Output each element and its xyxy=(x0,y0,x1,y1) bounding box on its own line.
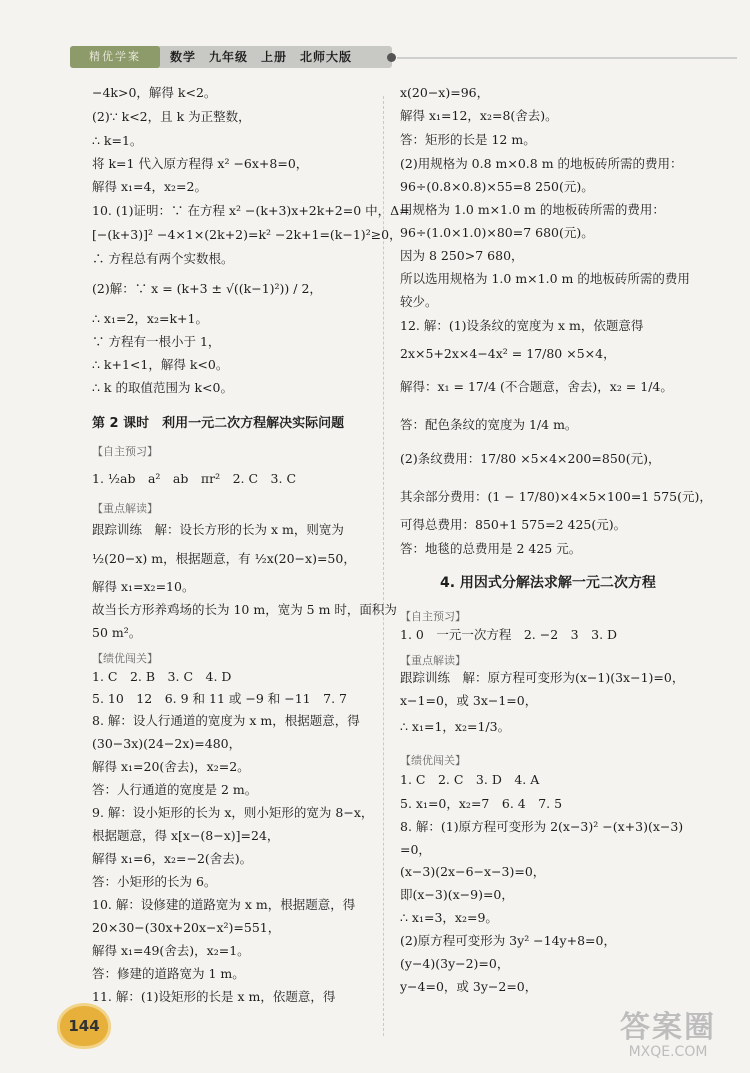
text-line: (2)解：∵ x = (k+3 ± √((k−1)²)) / 2， xyxy=(92,281,322,296)
text-line: 答：小矩形的长为 6。 xyxy=(92,874,217,889)
text-line: 所以选用规格为 1.0 m×1.0 m 的地板砖所需的费用 xyxy=(400,271,690,286)
key-points-label: 【重点解读】 xyxy=(400,654,466,667)
text-line: 答：配色条纹的宽度为 1/4 m。 xyxy=(400,417,578,432)
text-line: 根据题意，得 x[x−(8−x)]=24， xyxy=(92,828,280,843)
text-line: 20×30−(30x+20x−x²)=551， xyxy=(92,920,281,935)
text-line: ∴ x₁=2，x₂=k+1。 xyxy=(92,311,208,326)
pass-label: 【绩优闯关】 xyxy=(400,754,466,767)
text-line: ∵ 方程有一根小于 1， xyxy=(92,334,221,349)
text-line: (2)条纹费用：17/80 ×5×4×200=850(元)， xyxy=(400,451,661,466)
text-line: 其余部分费用：(1 − 17/80)×4×5×100=1 575(元)， xyxy=(400,489,712,504)
text-line: (2)原方程可变形为 3y² −14y+8=0， xyxy=(400,933,616,948)
text-line: 答：矩形的长是 12 m。 xyxy=(400,132,536,147)
text-line: ∴ k=1。 xyxy=(92,133,143,148)
text-line: 8. 解：(1)原方程可变形为 2(x−3)² −(x+3)(x−3) xyxy=(400,819,684,834)
lesson-title: 第 2 课时 利用一元二次方程解决实际问题 xyxy=(92,416,345,431)
text-line: (2)用规格为 0.8 m×0.8 m 的地板砖所需的费用： xyxy=(400,156,683,171)
text-line: ∴ x₁=1，x₂=1/3。 xyxy=(400,719,511,734)
text-line: 故当长方形养鸡场的长为 10 m，宽为 5 m 时，面积为 xyxy=(92,602,397,617)
text-line: 1. C 2. C 3. D 4. A xyxy=(400,772,540,787)
text-line: 10. (1)证明：∵ 在方程 x² −(k+3)x+2k+2=0 中，Δ= xyxy=(92,203,410,218)
text-line: 8. 解：设人行通道的宽度为 x m，根据题意，得 xyxy=(92,713,360,728)
text-line: =0， xyxy=(400,842,431,857)
text-line: ∴ x₁=3，x₂=9。 xyxy=(400,910,498,925)
watermark xyxy=(598,1010,738,1067)
text-line: ½(20−x) m，根据题意，有 ½x(20−x)=50， xyxy=(92,551,356,566)
text-line: 5. x₁=0，x₂=7 6. 4 7. 5 xyxy=(400,796,563,811)
text-line: 12. 解：(1)设条纹的宽度为 x m，依题意得 xyxy=(400,318,644,333)
self-preview-label: 【自主预习】 xyxy=(400,610,466,623)
text-line: 50 m²。 xyxy=(92,625,142,640)
text-line: 解得 x₁=49(舍去)，x₂=1。 xyxy=(92,943,250,958)
text-line: 因为 8 250>7 680， xyxy=(400,248,524,263)
page-number: 144 xyxy=(60,1006,108,1046)
text-line: 将 k=1 代入原方程得 x² −6x+8=0， xyxy=(92,156,309,171)
text-line: 5. 10 12 6. 9 和 11 或 −9 和 −11 7. 7 xyxy=(92,691,347,706)
text-line: x−1=0，或 3x−1=0， xyxy=(400,693,538,708)
text-line: ∴ k 的取值范围为 k<0。 xyxy=(92,380,233,395)
pass-label: 【绩优闯关】 xyxy=(92,652,158,665)
text-line: ∴ 方程总有两个实数根。 xyxy=(92,251,234,266)
text-line: 96÷(1.0×1.0)×80=7 680(元)。 xyxy=(400,225,594,240)
text-line: 2x×5+2x×4−4x² = 17/80 ×5×4， xyxy=(400,346,616,361)
text-line: 解得：x₁ = 17/4 (不合题意，舍去)，x₂ = 1/4。 xyxy=(400,379,673,394)
text-line: (y−4)(3y−2)=0， xyxy=(400,956,510,971)
text-line: 解得 x₁=20(舍去)，x₂=2。 xyxy=(92,759,250,774)
text-line: 跟踪训练 解：设长方形的长为 x m，则宽为 xyxy=(92,522,344,537)
text-line: −4k>0，解得 k<2。 xyxy=(92,85,217,100)
text-line: 用规格为 1.0 m×1.0 m 的地板砖所需的费用： xyxy=(400,202,665,217)
key-points-label: 【重点解读】 xyxy=(92,502,158,515)
text-line: 即(x−3)(x−9)=0， xyxy=(400,887,514,902)
text-line: 可得总费用：850+1 575=2 425(元)。 xyxy=(400,517,627,532)
header-dot xyxy=(387,53,396,62)
text-line: 解得 x₁=12，x₂=8(舍去)。 xyxy=(400,108,558,123)
chapter-title: 4. 用因式分解法求解一元二次方程 xyxy=(440,575,656,591)
text-line: y−4=0，或 3y−2=0， xyxy=(400,979,538,994)
text-line: 1. C 2. B 3. C 4. D xyxy=(92,669,232,684)
text-line: [−(k+3)]² −4×1×(2k+2)=k² −2k+1=(k−1)²≥0， xyxy=(92,227,402,242)
header-rule xyxy=(397,57,737,59)
text-line: 9. 解：设小矩形的长为 x，则小矩形的宽为 8−x， xyxy=(92,805,374,820)
self-preview-label: 【自主预习】 xyxy=(92,445,158,458)
text-line: 较少。 xyxy=(400,294,438,309)
text-line: 答：地毯的总费用是 2 425 元。 xyxy=(400,541,582,556)
text-line: 答：修建的道路宽为 1 m。 xyxy=(92,966,245,981)
text-line: 解得 x₁=x₂=10。 xyxy=(92,579,195,594)
text-line: (2)∵ k<2，且 k 为正整数， xyxy=(92,109,251,124)
text-line: 跟踪训练 解：原方程可变形为(x−1)(3x−1)=0， xyxy=(400,670,685,685)
text-line: 答：人行通道的宽度是 2 m。 xyxy=(92,782,258,797)
text-line: 96÷(0.8×0.8)×55=8 250(元)。 xyxy=(400,179,594,194)
text-line: 1. 0 一元一次方程 2. −2 3 3. D xyxy=(400,627,618,642)
text-line: x(20−x)=96， xyxy=(400,85,490,100)
watermark-url: MXQE.COM xyxy=(628,1044,708,1060)
text-line: 解得 x₁=6，x₂=−2(舍去)。 xyxy=(92,851,253,866)
text-line: 解得 x₁=4，x₂=2。 xyxy=(92,179,207,194)
text-line: (x−3)(2x−6−x−3)=0， xyxy=(400,864,546,879)
series-tag: 精优学案 xyxy=(70,46,160,68)
watermark-text: 答案圈 xyxy=(620,1010,716,1045)
text-line: 1. ½ab a² ab πr² 2. C 3. C xyxy=(92,471,297,486)
text-line: ∴ k+1<1，解得 k<0。 xyxy=(92,357,229,372)
text-line: (30−3x)(24−2x)=480， xyxy=(92,736,242,751)
text-line: 10. 解：设修建的道路宽为 x m，根据题意，得 xyxy=(92,897,356,912)
book-title: 数学 九年级 上册 北师大版 xyxy=(170,50,353,64)
text-line: 11. 解：(1)设矩形的长是 x m，依题意，得 xyxy=(92,989,336,1004)
